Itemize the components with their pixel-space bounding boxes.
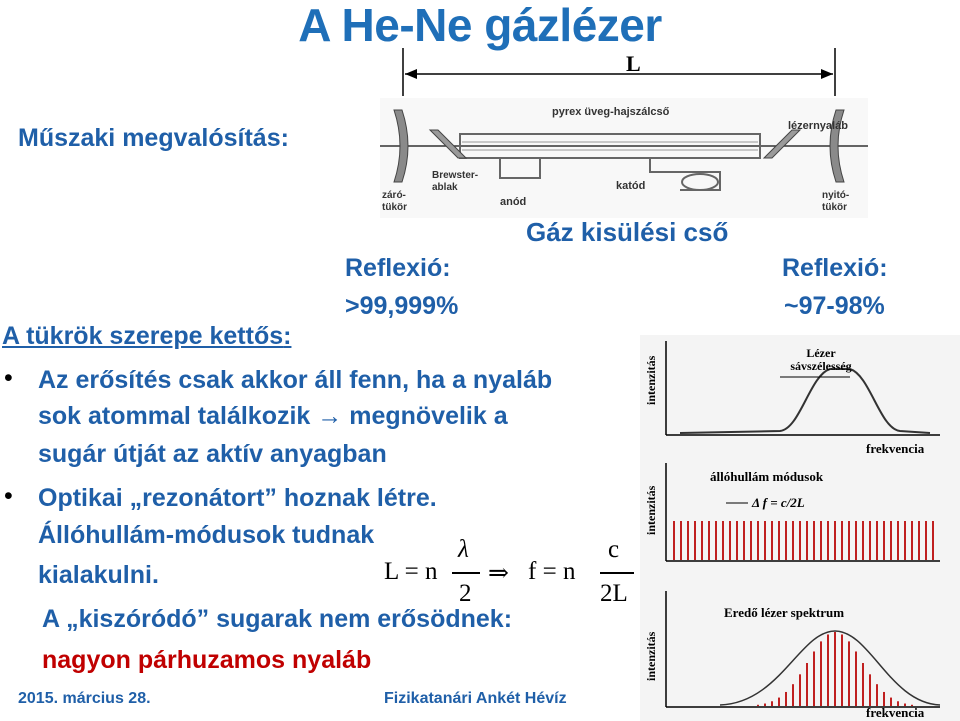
right-arrow-icon: → — [317, 402, 343, 430]
bullet-1-line-1: Az erősítés csak akkor áll fenn, ha a nyaláb — [38, 366, 553, 394]
closing-mirror-line-2: tükör — [382, 202, 407, 213]
panel2-title: állóhullám módusok — [710, 469, 824, 484]
panel1-title-line-1: Lézer — [806, 346, 836, 360]
section-subtitle: Műszaki megvalósítás: — [18, 124, 289, 152]
formula-f: f — [528, 558, 537, 585]
reflection-left-label: Reflexió: — [345, 254, 451, 282]
bullet-1-dot: • — [4, 364, 13, 392]
panel1-title-line-2: sávszélesség — [790, 359, 852, 373]
reflection-left-value: >99,999% — [345, 292, 459, 320]
panel1-ylabel: intenzitás — [644, 355, 658, 405]
bullet-1-line-2a: sok atommal találkozik — [38, 402, 318, 430]
formula-implies: ⇒ — [488, 560, 509, 587]
opening-mirror-line-1: nyitó- — [822, 190, 850, 201]
anode-label: anód — [500, 196, 527, 208]
brewster-line-1: Brewster- — [432, 170, 479, 181]
formula-fraction-bar-1 — [452, 572, 480, 574]
opening-mirror-label — [822, 190, 849, 214]
role-title-part-b: kettős — [209, 322, 284, 350]
diagram-caption: Gáz kisülési cső — [526, 217, 729, 247]
page-title: A He-Ne gázlézer — [298, 0, 662, 51]
panel1-title — [776, 347, 866, 373]
formula-lhs — [384, 558, 437, 586]
bullet-2-line-2: Állóhullám-módusok tudnak — [38, 521, 375, 549]
formula-n-1: n — [424, 558, 438, 585]
role-title-part-c: : — [283, 322, 292, 350]
formula-lambda: λ — [458, 536, 469, 563]
formula-eq-2: = — [542, 558, 557, 585]
formula-L: L — [384, 558, 399, 585]
bullet-1-line-2b: megnövelik a — [342, 402, 508, 430]
formula-fraction-bar-2 — [600, 572, 634, 574]
laser-beam-label: lézernyaláb — [788, 120, 848, 132]
mode-lines — [674, 521, 933, 560]
cathode-label: katód — [616, 180, 646, 192]
panel3-ylabel: intenzitás — [644, 631, 658, 681]
brewster-label — [432, 170, 478, 194]
footer-date: 2015. március 28. — [18, 690, 151, 707]
length-label: L — [626, 51, 641, 76]
formula-eq-1: = — [404, 558, 419, 585]
footer-event: Fizikatanári Ankét Hévíz — [384, 690, 567, 707]
tube-label: pyrex üveg-hajszálcső — [552, 106, 670, 118]
panel2-ylabel: intenzitás — [644, 485, 658, 535]
closing-mirror-label — [382, 190, 407, 214]
mirror-role-title — [2, 322, 291, 351]
bullet-2-dot: • — [4, 482, 13, 510]
result-lines — [758, 632, 912, 706]
bullet-1-line-3: sugár útját az aktív anyagban — [38, 440, 387, 468]
formula-rhs — [528, 558, 575, 586]
reflection-right-label: Reflexió: — [782, 254, 888, 282]
bullet-2-line-1: Optikai „rezonátort” hoznak létre. — [38, 484, 437, 512]
panel3-title: Eredő lézer spektrum — [724, 605, 845, 620]
opening-mirror-line-2: tükör — [822, 202, 847, 213]
formula-n-2: n — [562, 558, 576, 585]
scatter-note: A „kiszóródó” sugarak nem erősödnek: — [42, 605, 513, 633]
role-title-part-a: A tükrök szerepe — [2, 322, 210, 350]
closing-mirror-line-1: záró- — [382, 190, 406, 201]
formula-two: 2 — [459, 580, 472, 607]
panel3-xlabel: frekvencia — [866, 705, 925, 720]
panel1-xlabel: frekvencia — [866, 441, 925, 456]
reflection-right-value: ~97-98% — [784, 292, 885, 320]
spectra-drawing — [640, 335, 960, 721]
bullet-2-line-3: kialakulni. — [38, 561, 159, 589]
brewster-line-2: ablak — [432, 182, 458, 193]
spectra-figure — [640, 335, 960, 721]
bullet-1-line-2 — [38, 398, 508, 434]
formula-2L: 2L — [600, 580, 628, 607]
scatter-conclusion: nagyon párhuzamos nyaláb — [42, 646, 372, 674]
length-dimension — [395, 48, 845, 98]
laser-tube-diagram — [380, 98, 868, 218]
panel2-delta: Δ f = c/2L — [752, 495, 805, 510]
formula-c: c — [608, 536, 620, 563]
